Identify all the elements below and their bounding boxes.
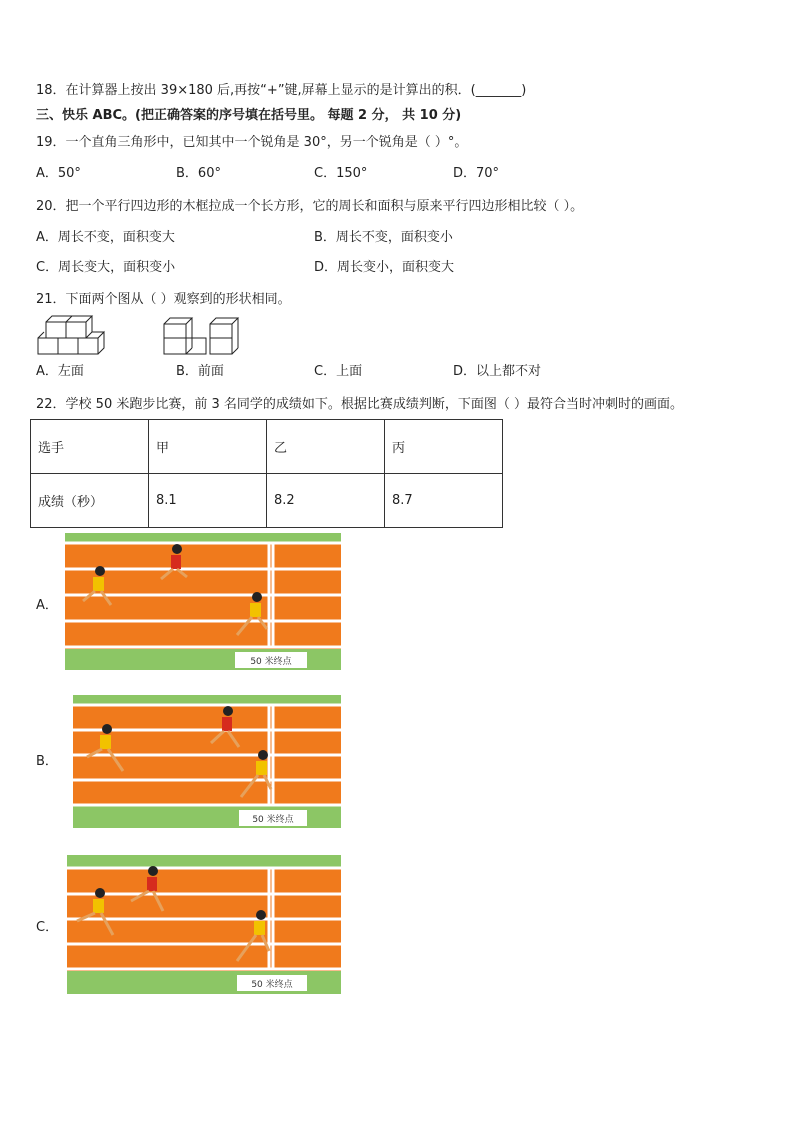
finish-label: 50 米终点 [250,657,292,667]
q21-option-d: D．以上都不对 [453,364,542,379]
table-cell: 丙 [385,420,503,474]
table-cell: 8.1 [149,474,267,528]
question-22: 22．学校 50 米跑步比赛，前 3 名同学的成绩如下。根据比赛成绩判断，下面图（ ）最符合当时冲刺时的画面。 [36,397,684,412]
table-cell: 选手 [31,420,149,474]
table-cell: 8.7 [385,474,503,528]
table-cell: 8.2 [267,474,385,528]
cube-figure-1 [36,314,106,356]
question-19: 19．一个直角三角形中，已知其中一个锐角是 30°，另一个锐角是（ ）°。 [36,135,468,150]
q20-option-d: D．周长变小，面积变大 [314,260,455,275]
q19-option-b: B．60° [176,166,221,181]
q19-option-d: D．70° [453,166,500,181]
question-20: 20．把一个平行四边形的木框拉成一个长方形，它的周长和面积与原来平行四边形相比较（ ）。 [36,199,584,214]
q19-option-a: A．50° [36,166,81,181]
q22-option-c-label: C． [36,920,59,935]
table-row [31,474,503,528]
table-cell: 甲 [149,420,267,474]
q22-option-b-label: B． [36,754,58,769]
track-image-a [65,533,341,670]
q19-option-c: C．150° [314,166,368,181]
cube-figure-2 [160,314,240,356]
score-table [30,419,503,528]
q22-option-a-label: A． [36,598,58,613]
section-3-heading: 三、快乐 ABC。(把正确答案的序号填在括号里。 每题 2 分， 共 10 分) [36,108,462,123]
q20-option-a: A．周长不变，面积变大 [36,230,175,245]
track-image-c [67,855,341,994]
q21-option-a: A．左面 [36,364,84,379]
q21-option-c: C．上面 [314,364,363,379]
finish-label: 50 米终点 [252,815,294,825]
question-18: 18．在计算器上按出 39×180 后,再按“+”键,屏幕上显示的是计算出的积．(_______) [36,83,527,98]
q21-option-b: B．前面 [176,364,224,379]
q20-option-b: B．周长不变，面积变小 [314,230,453,245]
table-row [31,420,503,474]
table-cell: 成绩（秒） [31,474,149,528]
table-cell: 乙 [267,420,385,474]
track-image-b [73,695,341,828]
question-21: 21．下面两个图从（ ）观察到的形状相同。 [36,292,291,307]
q20-option-c: C．周长变大，面积变小 [36,260,176,275]
finish-label: 50 米终点 [251,980,293,990]
